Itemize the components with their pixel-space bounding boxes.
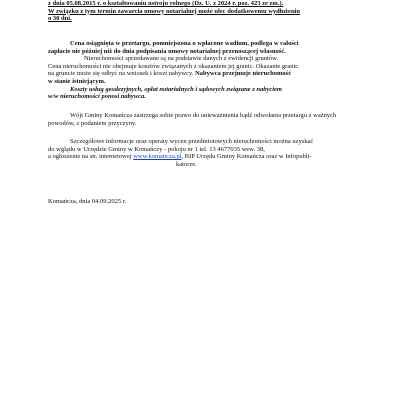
reserve-paragraph bbox=[48, 112, 354, 127]
info-line-3-before: a ogłoszenie na str. internetowej bbox=[48, 153, 134, 161]
info-paragraph bbox=[48, 138, 354, 168]
deposit-line-3: Nieruchomości sprzedawane są na podstawie danych z ewidencji gruntów. bbox=[84, 55, 278, 63]
website-link[interactable]: www.komancza.pl bbox=[133, 153, 182, 161]
deposit-line-7: Koszty usług geodezyjnych, opłat notarialnych i sądowych związane z nabyciem bbox=[70, 85, 282, 93]
info-line-3 bbox=[48, 153, 354, 161]
deposit-line-6: w stanie istniejącym. bbox=[48, 77, 106, 85]
deposit-line-5-normal: na gruncie może się odbyć na wniosek i koszt nabywcy. bbox=[48, 70, 194, 78]
info-line-4: katorze. bbox=[176, 160, 197, 168]
info-line-2: do wglądu w Urzędzie Gminy w Komańczy - pokoju nr 1 tel. 13 4677035 wew. 38, bbox=[48, 145, 265, 153]
reserve-line-1: Wójt Gminy Komańcza zastrzega sobie prawo do unieważnienia bądź odwołania przetargu z ważnych bbox=[70, 112, 337, 119]
top-line-2: W związku z tym termin zawarcia umowy notarialnej może ulec dodatkowemu wydłużeniu bbox=[48, 7, 300, 15]
deposit-line-5 bbox=[48, 70, 354, 78]
deposit-line-8: w/w nieruchomości ponosi nabywca. bbox=[48, 93, 146, 101]
info-line-1: Szczegółowe informacje oraz operaty wycen przedmiotowych nieruchomości można uzyskać bbox=[70, 138, 314, 145]
top-line-3: o 30 dni. bbox=[48, 15, 72, 23]
deposit-line-2: zapłacie nie później niż do dnia podpisania umowy notarialnej przenoszącej własność. bbox=[48, 47, 286, 55]
deposit-line-5-bold: Nabywca przejmuje nieruchomość bbox=[193, 70, 292, 78]
info-line-3-after: , BIP Urzędu Gminy Komańcza oraz w Infopubli- bbox=[181, 153, 312, 161]
top-line-1: z dnia 05.08.2015 r. o kształtowaniu ustroju rolnego (Dz. U. z 2024 r. poz. 423 ze zm.). bbox=[48, 0, 284, 7]
deposit-line-4: Cena nieruchomości nie obejmuje kosztów związanych z okazaniem jej granic. Okazanie granic bbox=[48, 62, 299, 70]
deposit-line-1: Cena osiągnięta w przetargu, pomniejszona o wpłacone wadium, podlega w całości bbox=[70, 40, 299, 47]
top-paragraph bbox=[48, 0, 354, 23]
deposit-paragraph bbox=[48, 40, 354, 101]
reserve-line-2: powodów, z podaniem przyczyny. bbox=[48, 119, 137, 127]
footer bbox=[48, 198, 354, 206]
place-date: Komańcza, dnia 04.09.2025 r. bbox=[48, 198, 127, 205]
